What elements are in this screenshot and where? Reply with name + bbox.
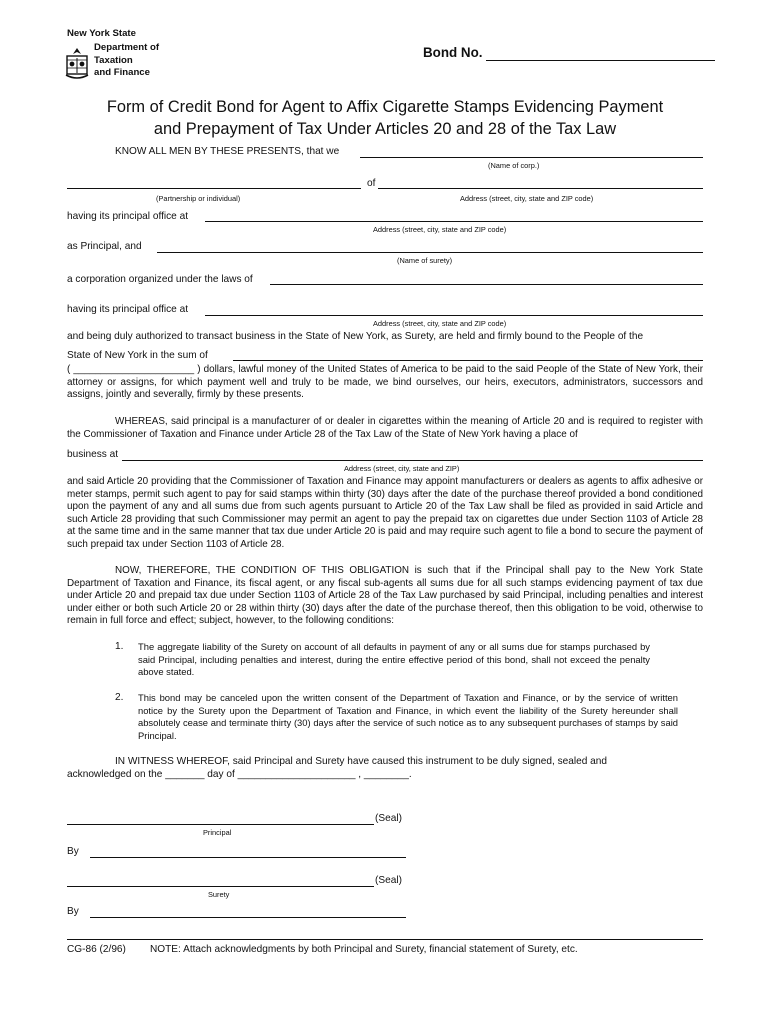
- by-label-1: By: [67, 846, 79, 857]
- surety-name-caption: (Name of surety): [397, 256, 453, 265]
- of-label: of: [367, 178, 376, 189]
- name-of-corp-caption: (Name of corp.): [488, 161, 540, 170]
- dollars-paragraph: ( ______________________ ) dollars, lawful money of the United States of America to be paid to the said People of the State of New York, their attorney or assigns, for which payment well and truly to be made, we bind ourselves, our heirs, executors, administrators, successors and assigns, jointly and severally, firmly by these presents.: [67, 364, 703, 401]
- business-address-field[interactable]: [122, 460, 703, 461]
- condition-2-number: 2.: [115, 692, 124, 703]
- partnership-field[interactable]: [67, 188, 361, 189]
- seal-label-1: (Seal): [375, 813, 402, 824]
- address-field-3[interactable]: [205, 315, 703, 316]
- bond-no-label: Bond No.: [423, 45, 483, 60]
- principal-office-label: having its principal office at: [67, 211, 189, 222]
- nys-seal-icon: [64, 46, 90, 82]
- state-of-organization-field[interactable]: [270, 284, 703, 285]
- condition-1-text: The aggregate liability of the Surety on account of all defaults in payment of any or all sums due for stamps purchased by said Principal, including penalties and interest, during the entire effective period of this bond, shall not exceed the penalty above stated.: [138, 641, 650, 678]
- corp-organized-label: a corporation organized under the laws of: [67, 274, 253, 285]
- agency-line-1: New York State: [67, 28, 136, 39]
- principal-signature-field[interactable]: [67, 824, 374, 825]
- sum-label: State of New York in the sum of: [67, 350, 208, 361]
- as-principal-label: as Principal, and: [67, 241, 142, 252]
- principal-office-label-2: having its principal office at: [67, 304, 189, 315]
- sum-words-field[interactable]: [233, 360, 703, 361]
- address-field-2[interactable]: [205, 221, 703, 222]
- surety-name-field[interactable]: [157, 252, 703, 253]
- condition-1-number: 1.: [115, 641, 124, 652]
- surety-caption: Surety: [208, 890, 230, 899]
- condition-2-text: This bond may be canceled upon the written consent of the Department of Taxation and Finance, or by the service of written notice by the Surety upon the Department of Taxation and Finance, in which event the liability of the Surety hereunder shall absolutely cease and terminate thirty (30) days after the service of such notice as to any subsequent purchases of stamps by said Principal.: [138, 692, 678, 741]
- by-label-2: By: [67, 906, 79, 917]
- witness-line-1: IN WITNESS WHEREOF, said Principal and Surety have caused this instrument to be duly signed, sealed and: [115, 756, 608, 767]
- address-caption-1: Address (street, city, state and ZIP code): [460, 194, 594, 203]
- form-title-line-1: Form of Credit Bond for Agent to Affix Cigarette Stamps Evidencing Payment: [106, 98, 664, 116]
- address-field-1[interactable]: [378, 188, 703, 189]
- principal-by-field[interactable]: [90, 857, 406, 858]
- know-all-men-text: KNOW ALL MEN BY THESE PRESENTS, that we: [115, 146, 340, 157]
- form-number: CG-86 (2/96): [67, 944, 126, 955]
- whereas-paragraph: WHEREAS, said principal is a manufacturer of or dealer in cigarettes within the meaning of Article 20 and is required to register with the Commissioner of Taxation and Finance under Article 28 of the Tax Law of the State of New York having a place of: [67, 416, 703, 440]
- bond-no-field[interactable]: [486, 60, 715, 61]
- corp-name-field[interactable]: [360, 157, 703, 158]
- article-20-paragraph: and said Article 20 providing that the Commissioner of Taxation and Finance may appoint manufacturers or dealers as agents to affix adhesive or meter stamps, permit such agent to pay for said stamps within thirty (30) days after the date of the purchase thereof provided a bond conditioned upon the payment of any and all sums due from such agents pursuant to Article 20 of the Tax Law shall be filed as provided in said Article and such Article 28 providing that such Commissioner may permit an agent to pay the prepaid tax on cigarettes due under Section 1103 of Article 28 at the same time and in the same manner that tax due under Article 20 is paid and may require such agent to file a bond to secure the payment of such prepaid tax under Section 1103 of Article 28.: [67, 476, 703, 550]
- partnership-caption: (Partnership or individual): [156, 194, 241, 203]
- surety-by-field[interactable]: [90, 917, 406, 918]
- address-caption-3: Address (street, city, state and ZIP code): [373, 319, 507, 328]
- form-title-line-2: and Prepayment of Tax Under Articles 20 and 28 of the Tax Law: [153, 120, 617, 138]
- footer-note: NOTE: Attach acknowledgments by both Principal and Surety, financial statement of Surety, etc.: [150, 944, 578, 955]
- agency-line-4: and Finance: [94, 67, 150, 78]
- witness-line-2: acknowledged on the _______ day of _____________________ , ________.: [67, 769, 412, 780]
- address-caption-2: Address (street, city, state and ZIP code): [373, 225, 507, 234]
- surety-signature-field[interactable]: [67, 886, 374, 887]
- seal-label-2: (Seal): [375, 875, 402, 886]
- business-at-label: business at: [67, 449, 119, 460]
- footer-divider: [67, 939, 703, 940]
- agency-line-3: Taxation: [94, 55, 133, 66]
- authorized-line: and being duly authorized to transact business in the State of New York, as Surety, are held and firmly bound to the People of the: [67, 331, 644, 342]
- address-caption-4: Address (street, city, state and ZIP): [344, 464, 460, 473]
- agency-line-2: Department of: [94, 42, 160, 53]
- principal-caption: Principal: [203, 828, 232, 837]
- now-therefore-paragraph: NOW, THEREFORE, THE CONDITION OF THIS OBLIGATION is such that if the Principal shall pay to the New York State Department of Taxation and Finance, its fiscal agent, or any fiscal sub-agents all sums due for all such stamps evidencing payment of tax due under Article 20 and prepaid tax due under Section 1103 of Article 28 of the Tax Law purchased by said Principal, including penalties and interest under either or both such Article 20 or 28 within thirty (30) days after the date of the purchase thereof, then this obligation to be void, otherwise to remain in full force and effect; subject, however, to the following conditions:: [67, 565, 703, 627]
